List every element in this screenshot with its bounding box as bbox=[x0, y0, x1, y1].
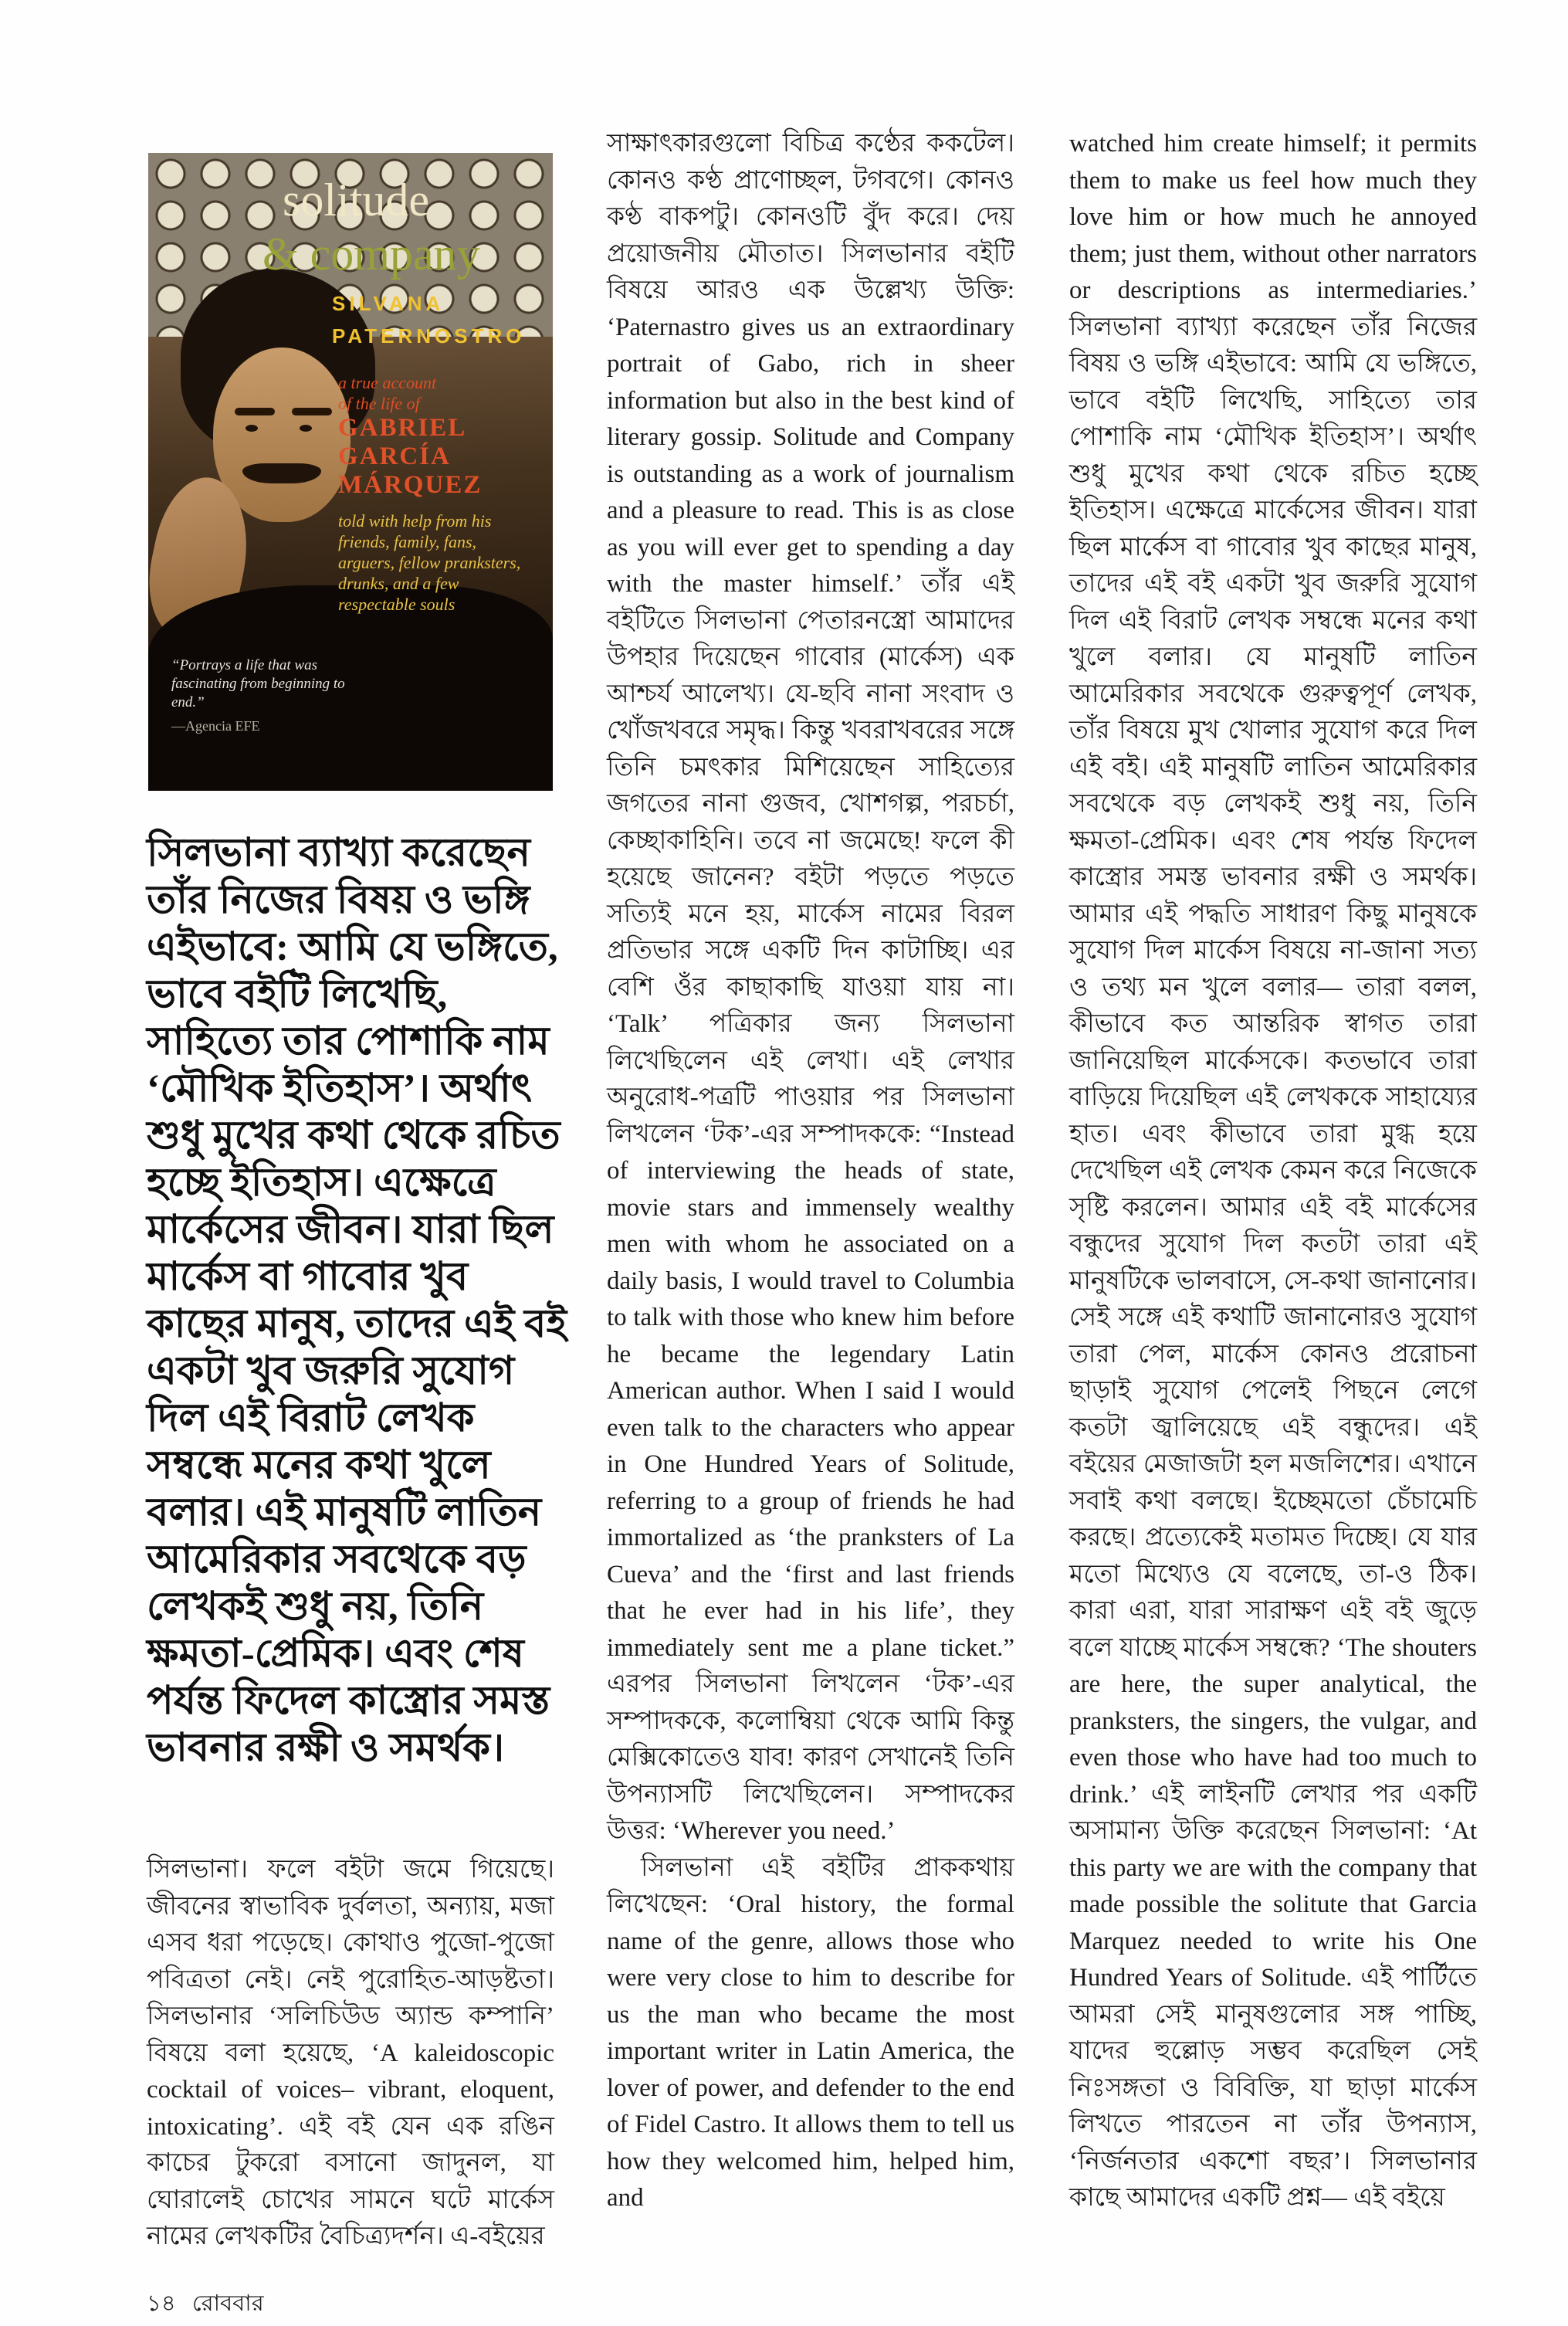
portrait-brow-shape bbox=[235, 408, 275, 415]
page-footer bbox=[147, 2286, 275, 2324]
portrait-brow-shape bbox=[292, 408, 332, 415]
middle-column bbox=[607, 126, 1014, 2217]
right-paragraph-1: watched him create himself; it permits them to make us feel how much they love him or how much he annoyed them; just them, without other narrators or descriptions as intermediaries.’ সিলভানা ব্যাখ্যা করেছেন তাঁর নিজের বিষয় ও ভঙ্গি এইভাবে: আমি যে ভঙ্গিতে, ভাবে বইটি লিখেছি, সাহিত্যে তার পোশাকি নাম ‘মৌখিক ইতিহাস’। অর্থাৎ শুধু মুখের কথা থেকে রচিত হচ্ছে ইতিহাস। এক্ষেত্রে মার্কেসের জীবন। যারা ছিল মার্কেস বা গাবোর খুব কাছের মানুষ, তাদের এই বই একটা খুব জরুরি সুযোগ দিল এই বিরাট লেখক সম্বন্ধে মনের কথা খুলে বলার। যে মানুষটি লাতিন আমেরিকার সবথেকে গুরুত্বপূর্ণ লেখক, তাঁর বিষয়ে মুখ খোলার সুযোগ করে দিল এই বই। এই মানুষটি লাতিন আমেরিকার সবথেকে বড় লেখকই শুধু নয়, তিনি ক্ষমতা-প্রেমিক। এবং শেষ পর্যন্ত ফিদেল কাস্ত্রোর সমস্ত ভাবনার রক্ষী ও সমর্থক। আমার এই পদ্ধতি সাধারণ কিছু মানুষকে সুযোগ দিল মার্কেস বিষয়ে না-জানা সত্য ও তথ্য মন খুলে বলার— তারা বলল, কীভাবে কত আন্তরিক স্বাগত তারা জানিয়েছিল মার্কেসকে। কতভাবে তারা বাড়িয়ে দিয়েছিল এই লেখককে সাহায্যের হাত। এবং কীভাবে তারা মুগ্ধ হয়ে দেখেছিল এই লেখক কেমন করে নিজেকে সৃষ্টি করলেন। আমার এই বই মার্কেসের বন্ধুদের সুযোগ দিল কতটা তারা এই মানুষটিকে ভালবাসে, সে-কথা জানানোর। সেই সঙ্গে এই কথাটি জানানোরও সুযোগ তারা পেল, মার্কেস কোনও প্ররোচনা ছাড়াই সুযোগ পেলেই পিছনে লেগে কতটা জ্বালিয়েছে এই বন্ধুদের। এই বইয়ের মেজাজটা হল মজলিশের। এখানে সবাই কথা বলছে। ইচ্ছেমতো চেঁচামেচি করছে। প্রত্যেকেই মতামত দিচ্ছে। যে যার মতো মিথ্যেও যে বলেছে, তা-ও ঠিক। কারা এরা, যারা সারাক্ষণ এই বই জুড়ে বলে যাচ্ছে মার্কেস সম্বন্ধে? ‘The shouters are here, the super analytical, the pranksters, the singers, the vulgar, and even those who have had too much to drink.’ এই লাইনটি লেখার পর একটি অসামান্য উক্তি করেছেন সিলভানা: ‘At this party we are with the company that made possible the solitute that Garcia Marquez needed to write his One Hundred Years of Solitude. এই পার্টিতে আমরা সেই মানুষগুলোর সঙ্গ পাচ্ছি, যাদের হুল্লোড় সম্ভব করেছিল সেই নিঃসঙ্গতা ও বিবিক্তি, যা ছাড়া মার্কেস লিখতে পারতেন না তাঁর উপন্যাস, ‘নির্জনতার একশো বছর’। সিলভানার কাছে আমাদের একটি প্রশ্ন— এই বইয়ে bbox=[1069, 130, 1477, 2212]
right-column bbox=[1069, 126, 1477, 2217]
left-column-text: সিলভানা। ফলে বইটা জমে গিয়েছে। জীবনের স্বাভাবিক দুর্বলতা, অন্যায়, মজা এসব ধরা পড়েছে। কোথাও পুজো-পুজো পবিত্রতা নেই। নেই পুরোহিত-আড়ষ্টতা। সিলভানার ‘সলিচিউড অ্যান্ড কম্পানি’ বিষয়ে বলা হয়েছে, ‘A kaleidoscopic cocktail of voices– vibrant, eloquent, intoxicating’. এই বই যেন এক রঙিন কাচের টুকরো বসানো জাদুনল, যা ঘোরালেই চোখের সামনে ঘটে মার্কেস নামের লেখকটির বৈচিত্র্যদর্শন। এ-বইয়ের bbox=[147, 1856, 554, 2250]
cover-author bbox=[332, 287, 525, 352]
portrait-eye-shape bbox=[300, 425, 312, 432]
middle-paragraph-2: সিলভানা এই বইটির প্রাককথায় লিখেছেন: ‘Oral history, the formal name of the genre, allows those who were very close to him to describe for us the man who became the most important writer in Latin America, the lover of power, and defender to the end of Fidel Castro. It allows them to tell us how they welcomed him, helped him, and bbox=[607, 1853, 1014, 2212]
cover-subject-line1: GABRIEL bbox=[338, 414, 467, 442]
cover-tagline bbox=[338, 372, 536, 615]
cover-review-quote: “Portrays a life that was fascinating from beginning to end.” bbox=[171, 657, 345, 710]
cover-author-line2: PATERNOSTRO bbox=[332, 324, 526, 348]
cover-title-word2: & company bbox=[262, 229, 480, 280]
cover-title bbox=[262, 173, 480, 281]
cover-subject-line2: GARCÍA bbox=[338, 442, 451, 470]
cover-tagline-line1: a true account bbox=[338, 373, 437, 392]
cover-subject-line3: MÁRQUEZ bbox=[338, 471, 483, 499]
book-cover bbox=[148, 153, 553, 791]
cover-tagline-line2: of the life of bbox=[338, 394, 420, 413]
footer-page-number: ১৪ bbox=[147, 2291, 176, 2316]
cover-title-word1: solitude bbox=[283, 175, 429, 225]
footer-magazine-name: রোববার bbox=[191, 2291, 264, 2316]
portrait-eye-shape bbox=[246, 425, 258, 432]
cover-subtitle: told with help from his friends, family, fans, arguers, fellow pranksters, drunks, and a few respectable souls bbox=[338, 511, 521, 614]
middle-paragraph-1: সাক্ষাৎকারগুলো বিচিত্র কণ্ঠের ককটেল। কোনও কণ্ঠ প্রাণোচ্ছল, টগবগে। কোনও কণ্ঠ বাকপটু। কোনওটি বুঁদ করে। দেয় প্রয়োজনীয় মৌতাত। সিলভানার বইটি বিষয়ে আরও এক উল্লেখ্য উক্তি: ‘Paternastro gives us an extraordinary portrait of Gabo, rich in sheer information but also in the best kind of literary gossip. Solitude and Company is outstanding as a work of journalism and a pleasure to read. This is as close as you will ever get to spending a day with the master himself.’ তাঁর এই বইটিতে সিলভানা পেতারনস্ত্রো আমাদের উপহার দিয়েছেন গাবোর (মার্কেস) এক আশ্চর্য আলেখ্য। যে-ছবি নানা সংবাদ ও খোঁজখবরে সমৃদ্ধ। কিন্তু খবরাখবরের সঙ্গে তিনি চমৎকার মিশিয়েছেন সাহিত্যের জগতের নানা গুজব, খোশগল্প, পরচর্চা, কেচ্ছাকাহিনি। তবে না জমেছে! ফলে কী হয়েছে জানেন? বইটা পড়তে পড়তে সত্যিই মনে হয়, মার্কেস নামের বিরল প্রতিভার সঙ্গে একটি দিন কাটাচ্ছি। এর বেশি ওঁর কাছাকাছি যাওয়া যায় না। ‘Talk’ পত্রিকার জন্য সিলভানা লিখেছিলেন এই লেখা। এই লেখার অনুরোধ-পত্রটি পাওয়ার পর সিলভানা লিখলেন ‘টক’-এর সম্পাদককে: “Instead of interviewing the heads of state, movie stars and immensely wealthy men with whom he associated on a daily basis, I would travel to Columbia to talk with those who knew him before he became the legendary Latin American author. When I said I would even talk to the characters who appear in One Hundred Years of Solitude, referring to a group of friends he had immortalized as ‘the pranksters of La Cueva’ and the ‘first and last friends that he ever had in his life’, they immediately sent me a plane ticket.” এরপর সিলভানা লিখলেন ‘টক’-এর সম্পাদককে, কলোম্বিয়া থেকে আমি কিন্তু মেক্সিকোতেও যাব! কারণ সেখানেই তিনি উপন্যাসটি লিখেছিলেন। সম্পাদকের উত্তর: ‘Wherever you need.’ bbox=[607, 130, 1014, 1845]
cover-review-source: —Agencia EFE bbox=[171, 718, 260, 734]
pull-quote: সিলভানা ব্যাখ্যা করেছেন তাঁর নিজের বিষয় ও ভঙ্গি এইভাবে: আমি যে ভঙ্গিতে, ভাবে বইটি লিখেছি, সাহিত্যে তার পোশাকি নাম ‘মৌখিক ইতিহাস’। অর্থাৎ শুধু মুখের কথা থেকে রচিত হচ্ছে ইতিহাস। এক্ষেত্রে মার্কেসের জীবন। যারা ছিল মার্কেস বা গাবোর খুব কাছের মানুষ, তাদের এই বই একটা খুব জরুরি সুযোগ দিল এই বিরাট লেখক সম্বন্ধে মনের কথা খুলে বলার। এই মানুষটি লাতিন আমেরিকার সবথেকে বড় লেখকই শুধু নয়, তিনি ক্ষমতা-প্রেমিক। এবং শেষ পর্যন্ত ফিদেল কাস্ত্রোর সমস্ত ভাবনার রক্ষী ও সমর্থক। bbox=[147, 832, 567, 1770]
portrait-mustache-shape bbox=[242, 463, 321, 483]
cover-author-line1: SILVANA bbox=[332, 292, 445, 315]
cover-review-blurb bbox=[171, 656, 381, 735]
